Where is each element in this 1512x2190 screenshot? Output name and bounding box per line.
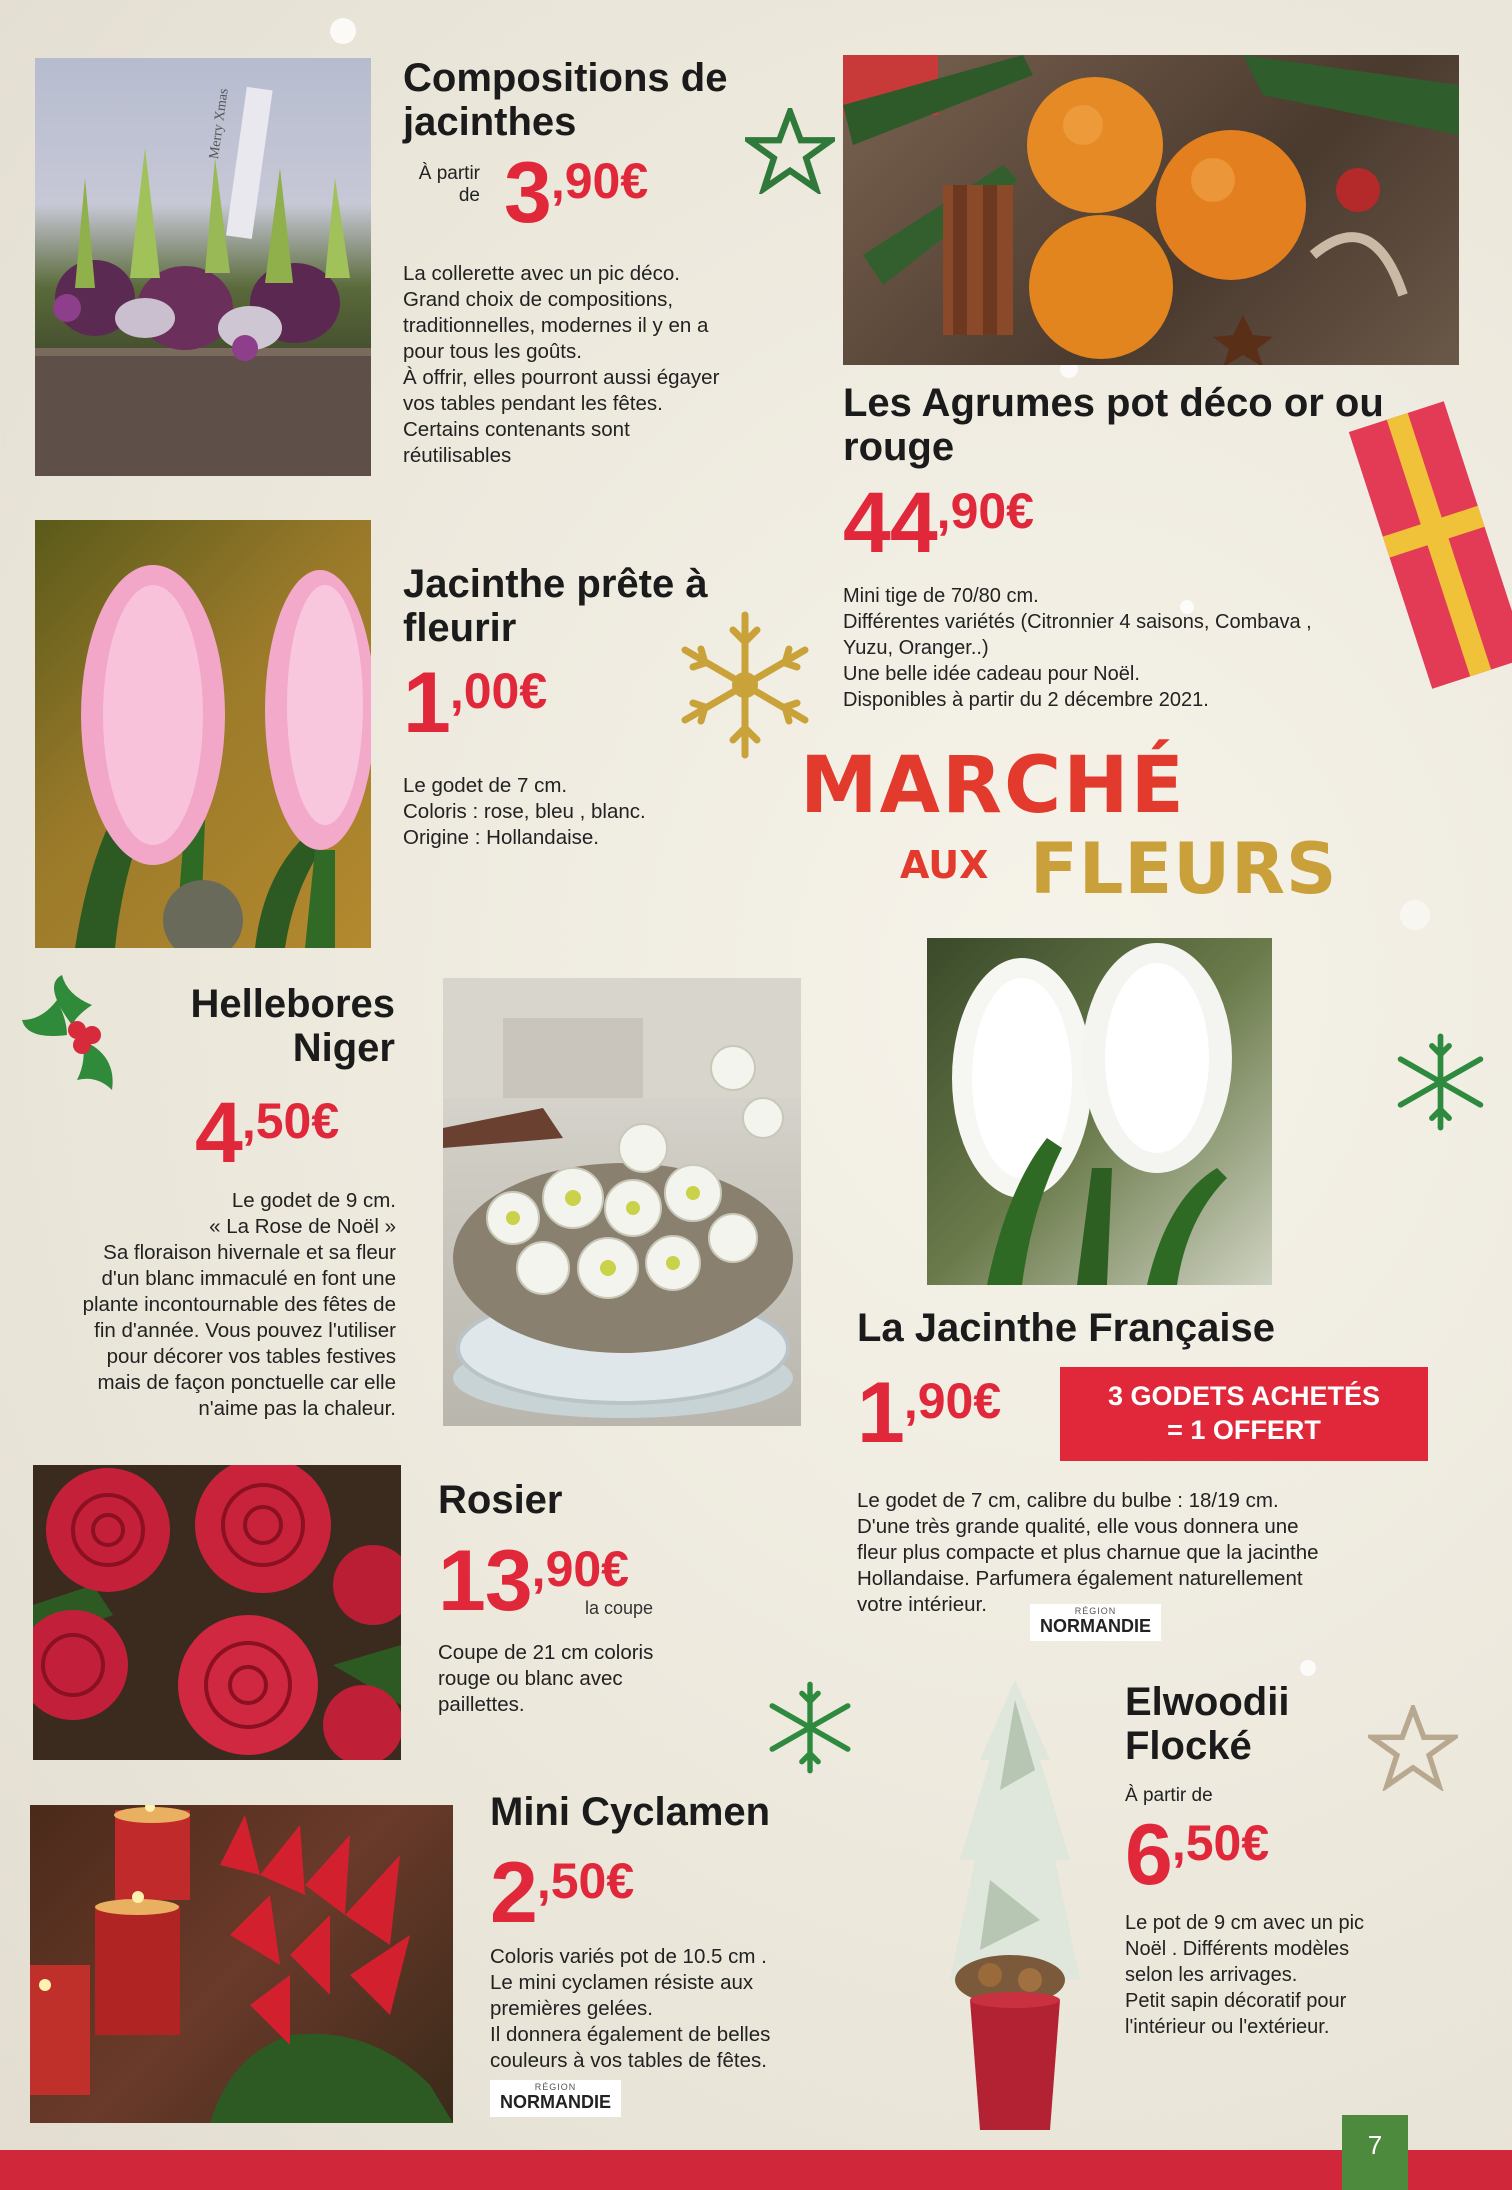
price-decimal: ,90€ [903, 1373, 1002, 1429]
hellebores-photo [443, 978, 801, 1426]
hellebores-price [195, 1085, 340, 1181]
star-outline-icon [745, 108, 835, 194]
hellebores-title-line1: Hellebores [190, 982, 395, 1026]
hellebores-description: Le godet de 9 cm. « La Rose de Noël » Sa floraison hivernale et sa fleur d'un blanc immaculé en font une plante incontournable des fêtes de fin d'année. Vous pouvez l'utiliser pour décorer vos tables festives mais de façon ponctuelle car elle n'aime pas la chaleur. [82, 1189, 396, 1420]
white-hyacinth-photo [927, 938, 1272, 1285]
snowflake-icon [680, 610, 810, 760]
hellebores-title-line2: Niger [292, 1026, 395, 1070]
jacinthe-francaise-title: La Jacinthe Française [857, 1306, 1275, 1350]
region-small-label: RÉGION [1074, 1606, 1117, 1616]
elwoodii-title-line2: Flocké [1125, 1724, 1252, 1768]
bokeh-dot [330, 18, 356, 44]
cyclamen-description: Coloris variés pot de 10.5 cm . Le mini cyclamen résiste aux premières gelées. Il donnera également de belles couleurs à vos tables de fêtes. [490, 1945, 771, 2072]
jacinthe-prete-title: Jacinthe prête à fleurir [403, 562, 708, 650]
price-integer: 2 [490, 1845, 537, 1941]
region-badge [490, 2080, 621, 2117]
price-decimal: ,90€ [550, 153, 649, 209]
elwoodii-price [1125, 1807, 1270, 1903]
compositions-price-prefix: À partir de [418, 163, 480, 206]
pink-hyacinth-photo [35, 520, 371, 948]
cyclamen-price [490, 1845, 635, 1941]
heading-aux: AUX [900, 843, 989, 887]
hyacinth-composition-photo [35, 58, 371, 476]
footer-bar [0, 2150, 1512, 2190]
bokeh-dot [1400, 900, 1430, 930]
rosier-title: Rosier [438, 1478, 563, 1522]
region-label: NORMANDIE [500, 2092, 611, 2112]
price-integer: 3 [504, 145, 551, 241]
heading-fleurs: FLEURS [1030, 828, 1338, 910]
price-decimal: ,50€ [1171, 1815, 1270, 1871]
page-number-box [1342, 2115, 1408, 2190]
cyclamen-title: Mini Cyclamen [490, 1790, 771, 1834]
citrus-photo [843, 55, 1459, 365]
compositions-description: La collerette avec un pic déco. Grand choix de compositions, traditionnelles, modernes il y en a pour tous les goûts. À offrir, elles pourront aussi égayer vos tables pendant les fêtes. Certains contenants sont réutilisables [403, 262, 720, 467]
promo-line1: 3 GODETS ACHETÉS [1107, 1381, 1381, 1411]
agrumes-description: Mini tige de 70/80 cm. Différentes variétés (Citronnier 4 saisons, Combava , Yuzu, Oranger..) Une belle idée cadeau pour Noël. Disponibles à partir du 2 décembre 2021. [843, 585, 1312, 711]
price-decimal: ,90€ [531, 1541, 629, 1597]
promo-badge [1060, 1367, 1428, 1461]
price-integer: 1 [857, 1365, 904, 1461]
price-integer: 1 [403, 655, 450, 751]
heading-marche: MARCHÉ [800, 741, 1186, 831]
jacinthe-francaise-price [857, 1365, 1002, 1461]
jacinthe-prete-price [403, 655, 548, 751]
promo-line2: = 1 OFFERT [1167, 1415, 1321, 1445]
snowflake-icon [1393, 1032, 1488, 1132]
price-integer: 6 [1125, 1807, 1172, 1903]
compositions-price [504, 145, 649, 241]
agrumes-title: Les Agrumes pot déco or ou rouge [843, 381, 1384, 469]
region-small-label: RÉGION [534, 2082, 577, 2092]
star-outline-icon [1368, 1705, 1458, 1791]
rosier-description: Coupe de 21 cm coloris rouge ou blanc avec paillettes. [438, 1641, 654, 1716]
bokeh-dot [1300, 1660, 1316, 1676]
price-decimal: ,50€ [241, 1093, 340, 1149]
price-integer: 13 [438, 1533, 532, 1629]
page-number: 7 [1367, 2130, 1383, 2160]
price-integer: 4 [195, 1085, 242, 1181]
price-decimal: ,50€ [536, 1853, 635, 1909]
agrumes-price [843, 475, 1034, 571]
price-decimal: ,90€ [936, 483, 1034, 539]
snowflake-icon [765, 1680, 855, 1775]
elwoodii-title-line1: Elwoodii [1125, 1680, 1290, 1724]
elwoodii-tree-photo [940, 1680, 1090, 2140]
rosier-unit: la coupe [585, 1598, 654, 1618]
photo-sign-label: Merry Xmas [207, 87, 232, 161]
region-label: NORMANDIE [1040, 1616, 1151, 1636]
cyclamen-photo [30, 1805, 453, 2123]
compositions-title: Compositions de jacinthes [403, 56, 728, 144]
rose-photo [33, 1465, 401, 1760]
jacinthe-prete-description: Le godet de 7 cm. Coloris : rose, bleu , blanc. Origine : Hollandaise. [403, 774, 646, 849]
price-integer: 44 [843, 475, 937, 571]
elwoodii-description: Le pot de 9 cm avec un pic Noël . Différents modèles selon les arrivages. Petit sapin décoratif pour l'intérieur ou l'extérieur. [1125, 1912, 1365, 2038]
elwoodii-price-prefix: À partir de [1125, 1785, 1213, 1806]
jacinthe-francaise-description: Le godet de 7 cm, calibre du bulbe : 18/19 cm. D'une très grande qualité, elle vous donnera une fleur plus compacte et plus charnue que la jacinthe Hollandaise. Parfumera également naturellement votre intérieur. [857, 1489, 1319, 1616]
region-badge [1030, 1604, 1161, 1641]
price-decimal: ,00€ [449, 663, 548, 719]
